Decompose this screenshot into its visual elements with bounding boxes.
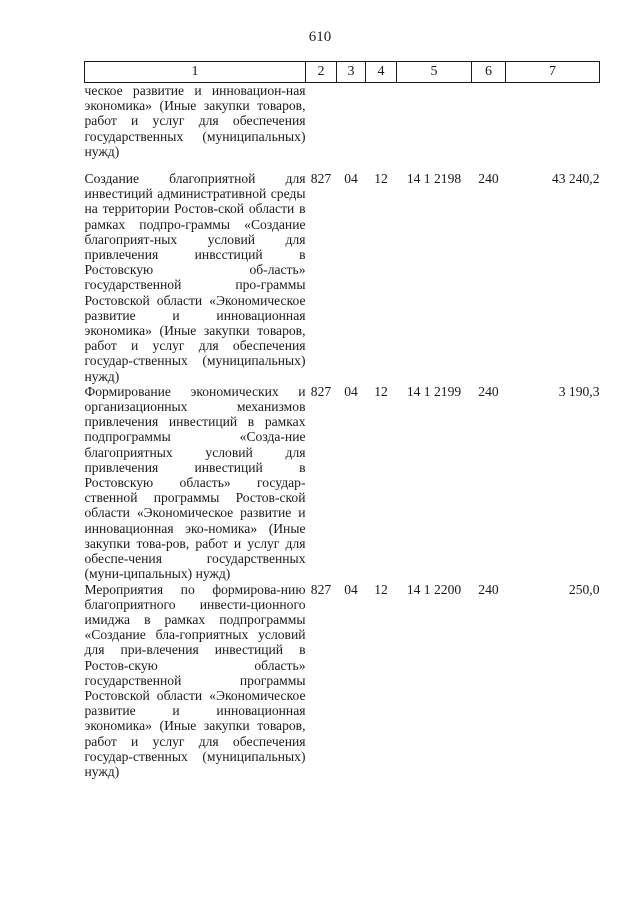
table-row <box>85 171 600 384</box>
row-amount: 3 190,3 <box>558 383 600 399</box>
row-section: 04 <box>344 171 358 187</box>
row-target <box>397 83 472 172</box>
page-number: 610 <box>308 29 332 45</box>
row-type: 240 <box>478 171 499 187</box>
table-row <box>85 83 600 172</box>
row-ministry: 827 <box>310 383 332 399</box>
column-header-5: 5 <box>397 62 472 83</box>
row-section: 04 <box>344 581 358 597</box>
table-row <box>85 384 600 582</box>
row-target: 14 1 2199 <box>406 383 462 399</box>
row-subsection: 12 <box>374 383 388 399</box>
budget-table <box>84 61 600 779</box>
column-header-7: 7 <box>506 62 600 83</box>
row-description: Мероприятия по формирова-нию благоприятного инвести-ционного имиджа в рамках подпрограммы «Создание бла-гоприятных условий для при-влечения инвестиций в Ростов-скую область» государственной программы Ростовской области «Экономическое развитие и инновационная экономика» (Иные закупки товаров, работ и услуг для обеспечения государ-ственных (муниципальных) нужд) <box>84 581 306 779</box>
row-section: 04 <box>344 383 358 399</box>
row-type: 240 <box>478 581 499 597</box>
row-type <box>472 83 506 172</box>
column-header-6: 6 <box>472 62 506 83</box>
row-amount: 43 240,2 <box>551 171 600 187</box>
table-row <box>85 582 600 780</box>
row-subsection <box>366 83 397 172</box>
row-subsection: 12 <box>374 581 388 597</box>
row-ministry: 827 <box>310 581 332 597</box>
row-amount: 250,0 <box>568 581 600 597</box>
column-header-1: 1 <box>85 62 306 83</box>
row-subsection: 12 <box>374 171 388 187</box>
column-header-3: 3 <box>337 62 366 83</box>
row-ministry <box>306 83 337 172</box>
row-target: 14 1 2200 <box>406 581 462 597</box>
row-target: 14 1 2198 <box>406 171 462 187</box>
row-type: 240 <box>478 383 499 399</box>
row-description: ческое развитие и инновацион-ная экономика» (Иные закупки товаров, работ и услуг для обеспечения государственных (муниципальных) нужд) <box>84 83 306 159</box>
table-header-row <box>85 62 600 83</box>
row-description: Создание благоприятной для инвестиций административной среды на территории Ростов-ской области в рамках подпро-граммы «Создание благоприят-ных условий для привлечения инвсстиций в Ростовскую об-ласть» государственной про-граммы Ростовской области «Экономическое развитие и инновационная экономика» (Иные закупки товаров, работ и услуг для обеспечения государ-ственных (муниципальных) нужд) <box>84 171 306 384</box>
row-description: Формирование экономических и организационных механизмов привлечения инвестиций в рамках подпрограммы «Созда-ние благоприятных условий для привлечения инвестиций в Ростовскую область» государ-ственной программы Ростов-ской области «Экономическое развитие и инновационная эко-номика» (Иные закупки това-ров, работ и услуг для обеспе-чения государственных (муни-ципальных) нужд) <box>84 383 306 582</box>
row-section <box>337 83 366 172</box>
column-header-2: 2 <box>306 62 337 83</box>
column-header-4: 4 <box>366 62 397 83</box>
row-amount <box>506 83 600 172</box>
row-ministry: 827 <box>310 171 332 187</box>
